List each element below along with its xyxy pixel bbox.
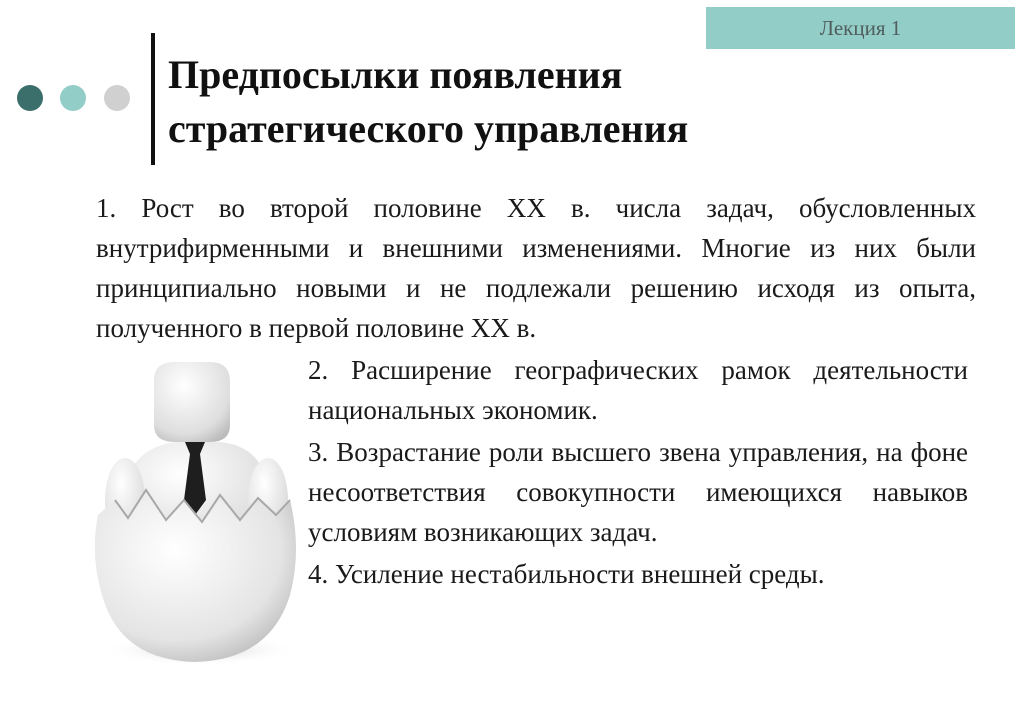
points-list — [308, 350, 968, 596]
slide-title — [168, 48, 808, 156]
point-3: 3. Возрастание роли высшего звена управления, на фоне несоответствия совокупности имеющихся навыков условиям возникающих задач. — [308, 437, 968, 547]
point-1: 1. Рост во второй половине XX в. числа задач, обусловленных внутрифирменными и внешними изменениями. Многие из них были принципиально новыми и не подлежали решению исходя из опыта, полученного в первой половине XX в. — [96, 193, 976, 343]
lecture-badge: Лекция 1 — [706, 7, 1015, 49]
decor-dot-teal — [60, 85, 86, 111]
title-divider — [151, 33, 155, 165]
businessman-eggshell-icon — [80, 350, 310, 670]
point-4: 4. Усиление нестабильности внешней среды. — [308, 559, 825, 589]
slide-title-line-2: стратегического управления — [168, 106, 689, 151]
slide-title-line-1: Предпосылки появления — [168, 52, 623, 97]
point-2: 2. Расширение географических рамок деятельности национальных экономик. — [308, 355, 968, 425]
decor-dot-grey — [104, 85, 130, 111]
decor-dot-dark — [17, 85, 43, 111]
